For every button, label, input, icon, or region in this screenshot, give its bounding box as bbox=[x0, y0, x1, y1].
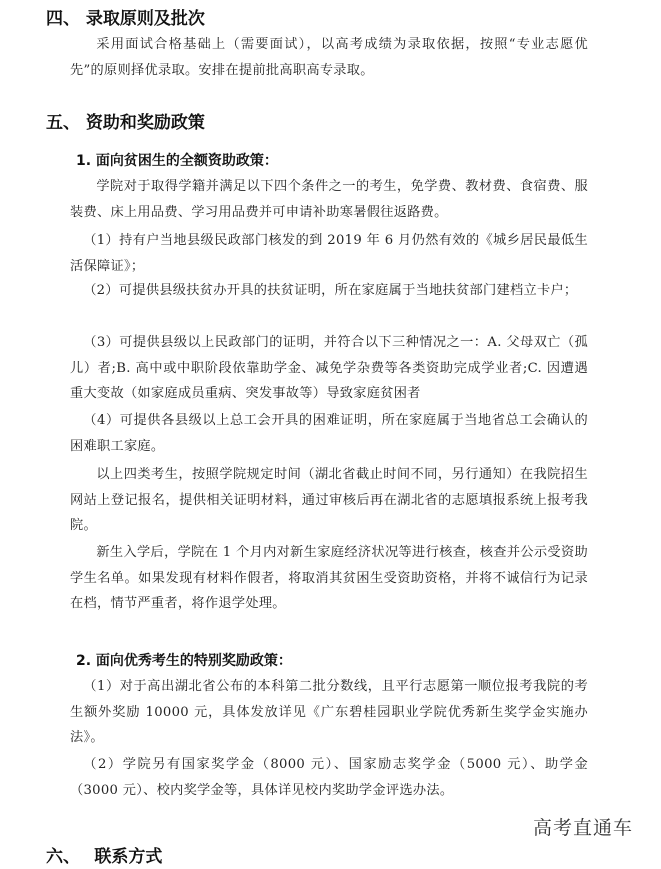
section-6-heading: 六、 联系方式 bbox=[46, 847, 163, 867]
section-4-heading: 四、 录取原则及批次 bbox=[46, 9, 205, 29]
subsection-1-heading: 1. 面向贫困生的全额资助政策： bbox=[76, 153, 278, 169]
condition-item-3: （3）可提供县级以上民政部门的证明，并符合以下三种情况之一：A. 父母双亡（孤儿）者;B. 高中或中职阶段依靠助学金、减免学杂费等各类资助完成学业者;C. 因遭遇重大变故（如家庭成员重病、突发事故等）导致家庭贫困者 bbox=[70, 335, 588, 401]
registration-paragraph: 以上四类考生，按照学院规定时间（湖北省截止时间不同，另行通知）在我院招生网站上登记报名，提供相关证明材料，通过审核后再在湖北省的志愿填报系统上报考我院。 bbox=[70, 467, 588, 533]
condition-item-1: （1）持有户当地县级民政部门核发的到 2019 年 6 月仍然有效的《城乡居民最低生活保障证》； bbox=[70, 233, 588, 274]
award-item-1: （1）对于高出湖北省公布的本科第二批分数线，且平行志愿第一顺位报考我院的考生额外奖励 10000 元，具体发放详见《广东碧桂园职业学院优秀新生奖学金实施办法》。 bbox=[70, 679, 588, 745]
section-4-paragraph: 采用面试合格基础上（需要面试），以高考成绩为录取依据，按照“专业志愿优先”的原则择优录取。安排在提前批高职高专录取。 bbox=[70, 37, 588, 78]
watermark-text: 高考直通车 bbox=[532, 817, 633, 839]
award-item-2: （2）学院另有国家奖学金（8000 元）、国家励志奖学金（5000 元）、助学金（3000 元）、校内奖学金等，具体详见校内奖助学金评选办法。 bbox=[70, 757, 588, 798]
subsection-1-intro: 学院对于取得学籍并满足以下四个条件之一的考生，免学费、教材费、食宿费、服装费、床上用品费、学习用品费并可申请补助寒暑假往返路费。 bbox=[70, 179, 588, 220]
condition-item-4: （4）可提供各县级以上总工会开具的困难证明，所在家庭属于当地省总工会确认的困难职工家庭。 bbox=[70, 413, 588, 454]
subsection-2-heading: 2. 面向优秀考生的特别奖励政策： bbox=[76, 653, 292, 669]
verification-paragraph: 新生入学后，学院在 1 个月内对新生家庭经济状况等进行核查，核查并公示受资助学生名单。如果发现有材料作假者，将取消其贫困生受资助资格，并将不诚信行为记录在档，情节严重者，将作退学处理。 bbox=[70, 545, 588, 611]
condition-item-2: （2）可提供县级扶贫办开具的扶贫证明，所在家庭属于当地扶贫部门建档立卡户； bbox=[83, 283, 578, 298]
section-5-heading: 五、 资助和奖励政策 bbox=[46, 113, 205, 133]
